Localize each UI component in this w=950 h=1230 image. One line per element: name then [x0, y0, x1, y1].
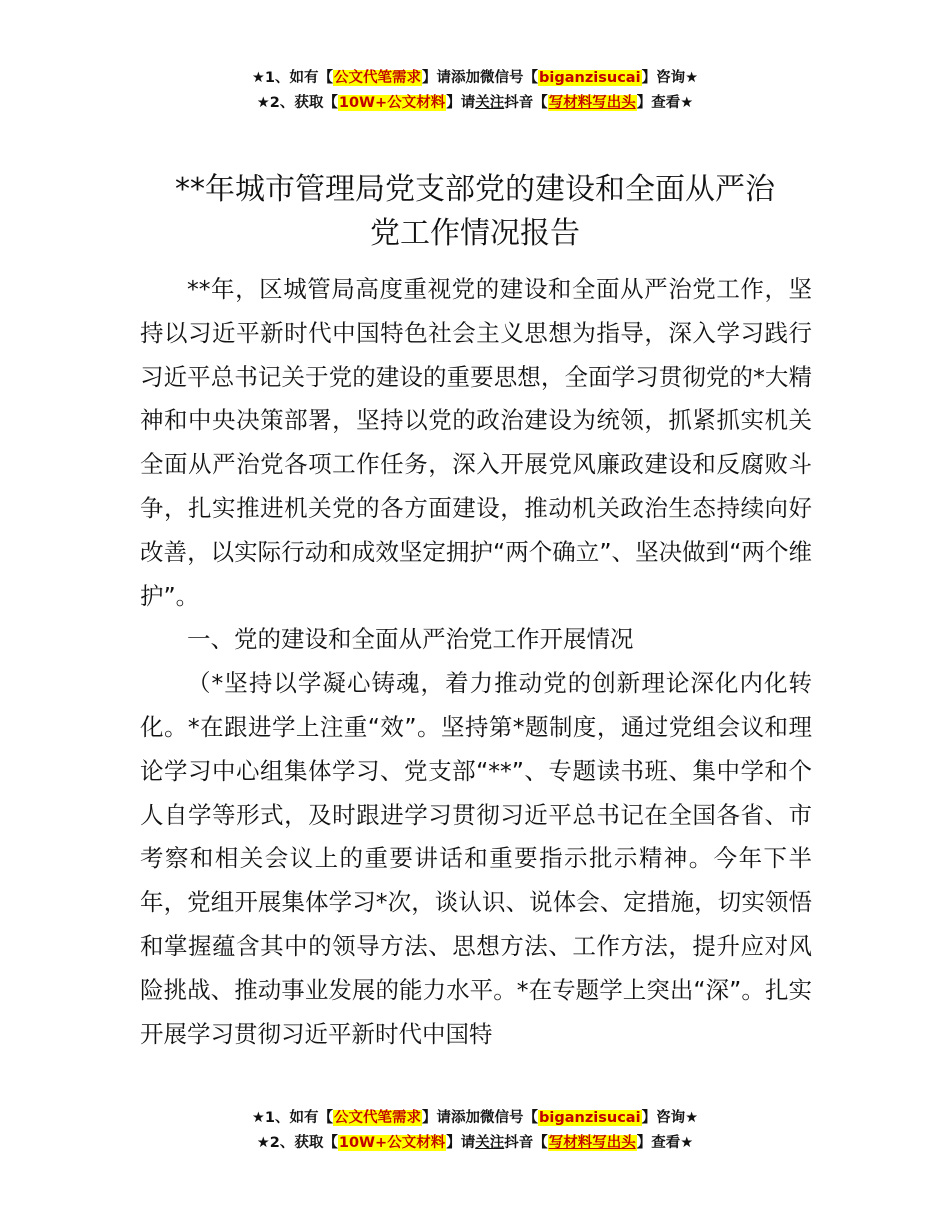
- promo-text: 】咨询★: [641, 1110, 699, 1126]
- document-title: [0, 168, 950, 256]
- promo-text: 抖音【: [504, 95, 548, 111]
- promo-highlight: 10W+公文材料: [338, 95, 446, 111]
- promo-highlight: 公文代笔需求: [334, 1110, 422, 1126]
- promo-text: 】请添加微信号【: [422, 1110, 539, 1126]
- promo-text: 抖音【: [504, 1135, 548, 1151]
- section-heading: 一、党的建设和全面从严治党工作开展情况: [187, 625, 634, 654]
- document-body: [140, 268, 812, 1056]
- promo-underlined: 关注: [475, 95, 505, 111]
- promo-text: ★2、获取【: [256, 95, 338, 111]
- promo-text: 】请添加微信号【: [422, 70, 539, 86]
- promo-highlight: biganzisucai: [539, 1110, 641, 1126]
- promo-text: ★2、获取【: [256, 1135, 338, 1151]
- promo-text: 】请: [446, 95, 476, 111]
- body-paragraph: （*坚持以学凝心铸魂，着力推动党的创新理论深化内化转化。*在跟进学上注重“效”。坚持第*题制度，通过党组会议和理论学习中心组集体学习、党支部“**”、专题读书班、集中学和个人自学等形式，及时跟进学习贯彻习近平总书记在全国各省、市考察和相关会议上的重要讲话和重要指示批示精神。今年下半年，党组开展集体学习*次，谈认识、说体会、定措施，切实领悟和掌握蕴含其中的领导方法、思想方法、工作方法，提升应对风险挑战、推动事业发展的能力水平。*在专题学上突出“深”。扎实开展学习贯彻习近平新时代中国特: [140, 669, 812, 1048]
- promo-line-2: [0, 91, 950, 116]
- promo-highlight: 写材料写出头: [548, 95, 636, 111]
- promo-highlight: 10W+公文材料: [338, 1135, 446, 1151]
- promo-highlight: 公文代笔需求: [334, 70, 422, 86]
- promo-highlight: 写材料写出头: [548, 1135, 636, 1151]
- promo-line-1: [0, 1106, 950, 1131]
- promo-banner-top: [0, 66, 950, 116]
- promo-text: 】咨询★: [641, 70, 699, 86]
- title-line-2: 党工作情况报告: [370, 216, 580, 251]
- title-line-1: **年城市管理局党支部党的建设和全面从严治: [175, 172, 775, 207]
- promo-underlined: 关注: [475, 1135, 505, 1151]
- promo-highlight: biganzisucai: [539, 70, 641, 86]
- promo-text: ★1、如有【: [251, 1110, 334, 1126]
- promo-line-1: [0, 66, 950, 91]
- promo-text: 】请: [446, 1135, 476, 1151]
- promo-text: 】查看★: [636, 1135, 694, 1151]
- promo-banner-bottom: [0, 1106, 950, 1156]
- promo-text: 】查看★: [636, 95, 694, 111]
- promo-text: ★1、如有【: [251, 70, 334, 86]
- intro-paragraph: **年，区城管局高度重视党的建设和全面从严治党工作，坚持以习近平新时代中国特色社会主义思想为指导，深入学习践行习近平总书记关于党的建设的重要思想，全面学习贯彻党的*大精神和中央决策部署，坚持以党的政治建设为统领，抓紧抓实机关全面从严治党各项工作任务，深入开展党风廉政建设和反腐败斗争，扎实推进机关党的各方面建设，推动机关政治生态持续向好改善，以实际行动和成效坚定拥护“两个确立”、坚决做到“两个维护”。: [140, 275, 812, 610]
- promo-line-2: [0, 1131, 950, 1156]
